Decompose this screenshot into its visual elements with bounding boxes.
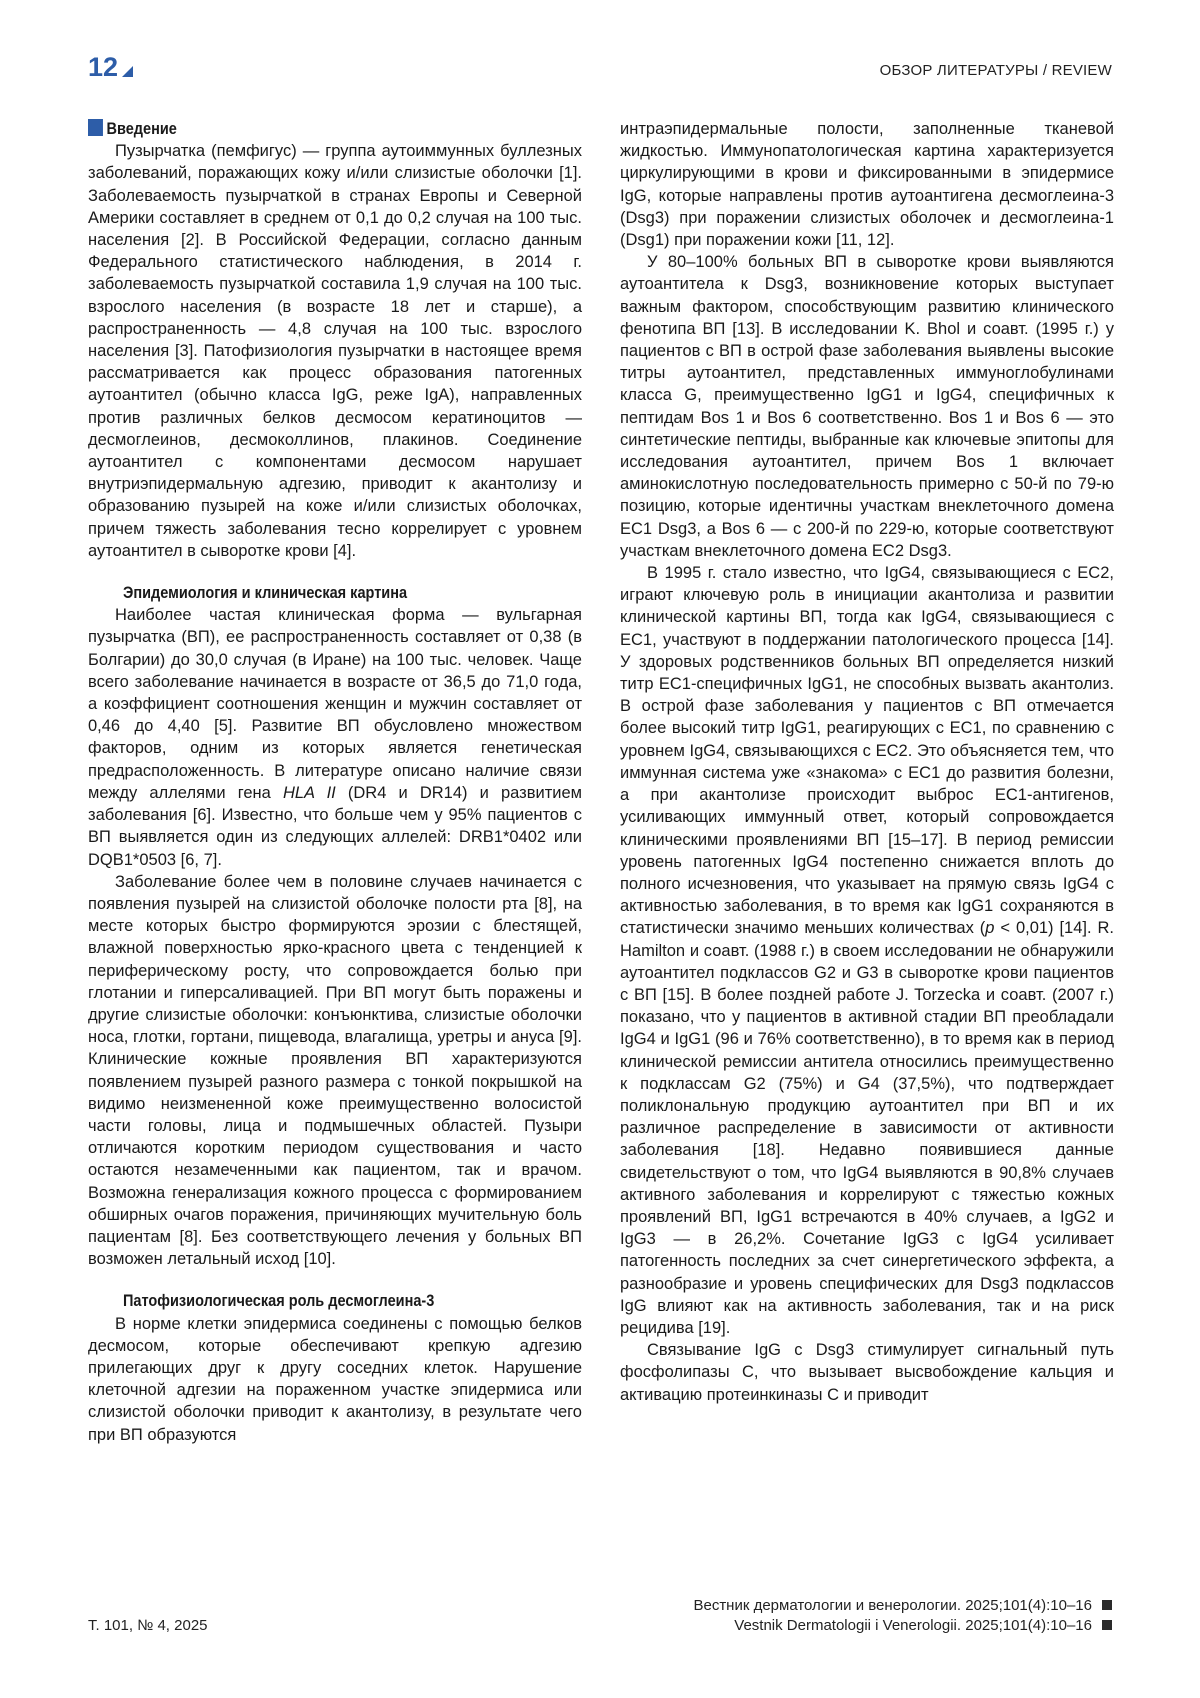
section-square-icon [88, 119, 103, 136]
section-heading-epidemiology: Эпидемиология и клиническая картина [123, 584, 408, 603]
paragraph-pathophysiology-1-continued: интраэпидермальные полости, заполненные тканевой жидкостью. Иммунопатологическая картина характеризуется циркулирующими в крови и фиксированными в эпидермисе IgG, которые направлены против аутоантигена десмоглеина-3 (Dsg3) при поражении слизистых оболочек и десмоглеина-1 (Dsg1) при поражении кожи [11, 12]. [620, 120, 1114, 250]
paragraph-pathophysiology-3 [620, 562, 1114, 1339]
paragraph-epidemiology-1-a: Наиболее частая клиническая форма — вульгарная пузырчатка (ВП), ее распространенность составляет от 0,38 (в Болгарии) до 30,0 случая (в Иране) на 100 тыс. человек. Чаще всего заболевание начинается в возрасте от 36,5 до 71,0 года, а коэффициент соотношения женщин и мужчин составляет от 0,46 до 4,40 [5]. Развитие ВП обусловлено множеством факторов, одним из которых является генетическая предрасположенность. В литературе описано наличие связи между аллелями гена [88, 606, 582, 802]
footer-citation-ru-text: Вестник дерматологии и венерологии. 2025;101(4):10–16 [693, 1597, 1092, 1614]
paragraph-intro-1: Пузырчатка (пемфигус) — группа аутоиммунных буллезных заболеваний, поражающих кожу и/или слизистые оболочки [1]. Заболеваемость пузырчаткой в странах Европы и Северной Америки составляет в среднем от 0,1 до 0,2 случая на 100 тыс. населения [2]. В Российской Федерации, согласно данным Федерального статистического наблюдения, в 2014 г. заболеваемость пузырчаткой составила 1,9 случая на 100 тыс. взрослого населения (в возрасте 18 лет и старше), а распространенность — 4,8 случая на 100 тыс. взрослого населения [3]. Патофизиология пузырчатки в настоящее время рассматривается как процесс образования патогенных аутоантител (обычно класса IgG, реже IgA), направленных против различных белков десмосом кератиноцитов — десмоглеинов, десмоколлинов, плакинов. Соединение аутоантител с компонентами десмосом нарушает внутриэпидермальную адгезию, приводит к акантолизу и образованию пузырей на коже и/или слизистых оболочках, причем тяжесть заболевания тесно коррелирует с уровнем аутоантител в сыворотке крови [4]. [88, 142, 582, 560]
p-value-symbol: p [985, 919, 995, 938]
corner-triangle-icon [122, 66, 133, 77]
left-column [88, 118, 582, 1446]
paragraph-epidemiology-2: Заболевание более чем в половине случаев начинается с появления пузырей на слизистой оболочке полости рта [8], на месте которых быстро формируются эрозии с блестящей, влажной поверхностью ярко-красного цвета с тенденцией к периферическому росту, что сопровождается болью при глотании и гиперсаливацией. При ВП могут быть поражены и другие слизистые оболочки: конъюнктива, слизистые оболочки носа, глотки, гортани, пищевода, влагалища, уретры и ануса [9]. Клинические кожные проявления ВП характеризуются появлением пузырей разного размера с тонкой покрышкой на видимо неизмененной коже преимущественно волосистой части головы, лица и подмышечных областей. Пузыри отличаются коротким периодом существования и часто остаются незамеченными как пациентом, так и врачом. Возможна генерализация кожного процесса с формированием обширных очагов поражения, причиняющих мучительную боль пациентам [8]. Без соответствующего лечения у больных ВП возможен летальный исход [10]. [88, 872, 582, 1269]
section-gap [88, 562, 582, 582]
section-heading-pathophysiology: Патофизиологическая роль десмоглеина-3 [123, 1292, 435, 1311]
right-column [620, 118, 1114, 1406]
footer-citation [693, 1596, 1112, 1636]
paragraph-pathophysiology-4: Связывание IgG с Dsg3 стимулирует сигнальный путь фосфолипазы C, что вызывает высвобождение кальция и активацию протеинкиназы C и приводит [620, 1341, 1114, 1404]
gene-name: HLA II [282, 783, 336, 802]
running-title: ОБЗОР ЛИТЕРАТУРЫ / REVIEW [879, 62, 1112, 79]
paragraph-pathophysiology-1: В норме клетки эпидермиса соединены с помощью белков десмосом, которые обеспечивают крепкую адгезию прилегающих друг к другу соседних клеток. Нарушение клеточной адгезии на пораженном участке эпидермиса или слизистой оболочки приводит к акантолизу, в результате чего при ВП образуются [88, 1314, 582, 1444]
page-number [88, 52, 133, 83]
section-heading-intro [88, 118, 523, 140]
footer-citation-en-text: Vestnik Dermatologii i Venerologii. 2025;101(4):10–16 [734, 1617, 1092, 1634]
paragraph-epidemiology-1-b: (DR4 и DR14) и развитием заболевания [6]. Известно, что больше чем у 95% пациентов с ВП выявляется один из следующих аллелей: DRB1*0402 или DQB1*0503 [6, 7]. [88, 783, 583, 869]
paragraph-pathophysiology-3-a: В 1995 г. стало известно, что IgG4, связывающиеся с EC2, играют ключевую роль в инициации акантолиза и развитии клинической картины ВП, тогда как IgG4, связывающиеся с EC1, участвуют в поддержании патологического процесса [14]. У здоровых родственников больных ВП определяется низкий титр EC1-специфичных IgG1, не способных вызвать акантолиз. В острой фазе заболевания у пациентов с ВП отмечается более высокий титр IgG1, реагирующих с EC1, по сравнению с уровнем IgG4, связывающихся с EC2. Это объясняется тем, что иммунная система уже «знакома» с EC1 до развития болезни, а при акантолизе происходит выброс EC1-антигенов, усиливающих иммунный ответ, который сопровождается клиническими проявлениями ВП [15–17]. В период ремиссии уровень патогенных IgG4 постепенно снижается вплоть до полного исчезновения, что указывает на прямую связь IgG4 с активностью заболевания, в то время как IgG1 сохраняются в статистически значимо меньших количествах ( [620, 564, 1114, 938]
paragraph-epidemiology-1 [88, 604, 582, 870]
section-gap [88, 1270, 582, 1290]
footer-square-icon [1102, 1600, 1112, 1610]
footer-citation-ru [693, 1596, 1112, 1616]
footer-volume: Т. 101, № 4, 2025 [88, 1617, 208, 1634]
page-number-text: 12 [88, 52, 119, 82]
section-heading-intro-text: Введение [106, 120, 177, 138]
footer-square-icon [1102, 1620, 1112, 1630]
paragraph-pathophysiology-2: У 80–100% больных ВП в сыворотке крови выявляются аутоантитела к Dsg3, возникновение которых выступает важным фактором, способствующим развитию клинического фенотипа ВП [13]. В исследовании K. Bhol и соавт. (1995 г.) у пациентов с ВП в острой фазе заболевания выявлены высокие титры аутоантител, представленных иммуноглобулинами класса G, преимущественно IgG1 и IgG4, специфичных к пептидам Bos 1 и Bos 6 соответственно. Bos 1 и Bos 6 — это синтетические пептиды, выбранные как ключевые эпитопы для исследования аутоантител, причем Bos 1 включает аминокислотную последовательность примерно с 50-й по 79-ю позицию, которые идентичны участкам внеклеточного домена EC1 Dsg3, а Bos 6 — с 200-й по 229-ю, которые соответствуют участкам внеклеточного домена EC2 Dsg3. [620, 253, 1114, 560]
footer-citation-en [693, 1616, 1112, 1636]
paragraph-pathophysiology-3-b: < 0,01) [14]. R. Hamilton и соавт. (1988 г.) в своем исследовании не обнаружили аутоантител подклассов G2 и G3 в сыворотке крови пациентов с ВП [15]. В более поздней работе J. Torzecka и соавт. (2007 г.) показано, что у пациентов в активной стадии ВП преобладали IgG4 и IgG1 (96 и 76% соответственно), в то время как в период клинической ремиссии антитела относились преимущественно к подклассам G2 (75%) и G4 (37,5%), что подтверждает поликлональную продукцию аутоантител при ВП и их различное распределение в зависимости от активности заболевания [18]. Недавно появившиеся данные свидетельствуют о том, что IgG4 выявляются в 90,8% случаев активного заболевания и коррелируют с тяжестью кожных проявлений ВП, IgG1 встречаются в 40% случаев, а IgG2 и IgG3 — в 26,2%. Сочетание IgG3 с IgG4 усиливает патогенность последних за счет синергетического эффекта, а разнообразие и уровень специфических для Dsg3 подклассов IgG влияют как на активность заболевания, так и на риск рецидива [19]. [620, 919, 1114, 1337]
